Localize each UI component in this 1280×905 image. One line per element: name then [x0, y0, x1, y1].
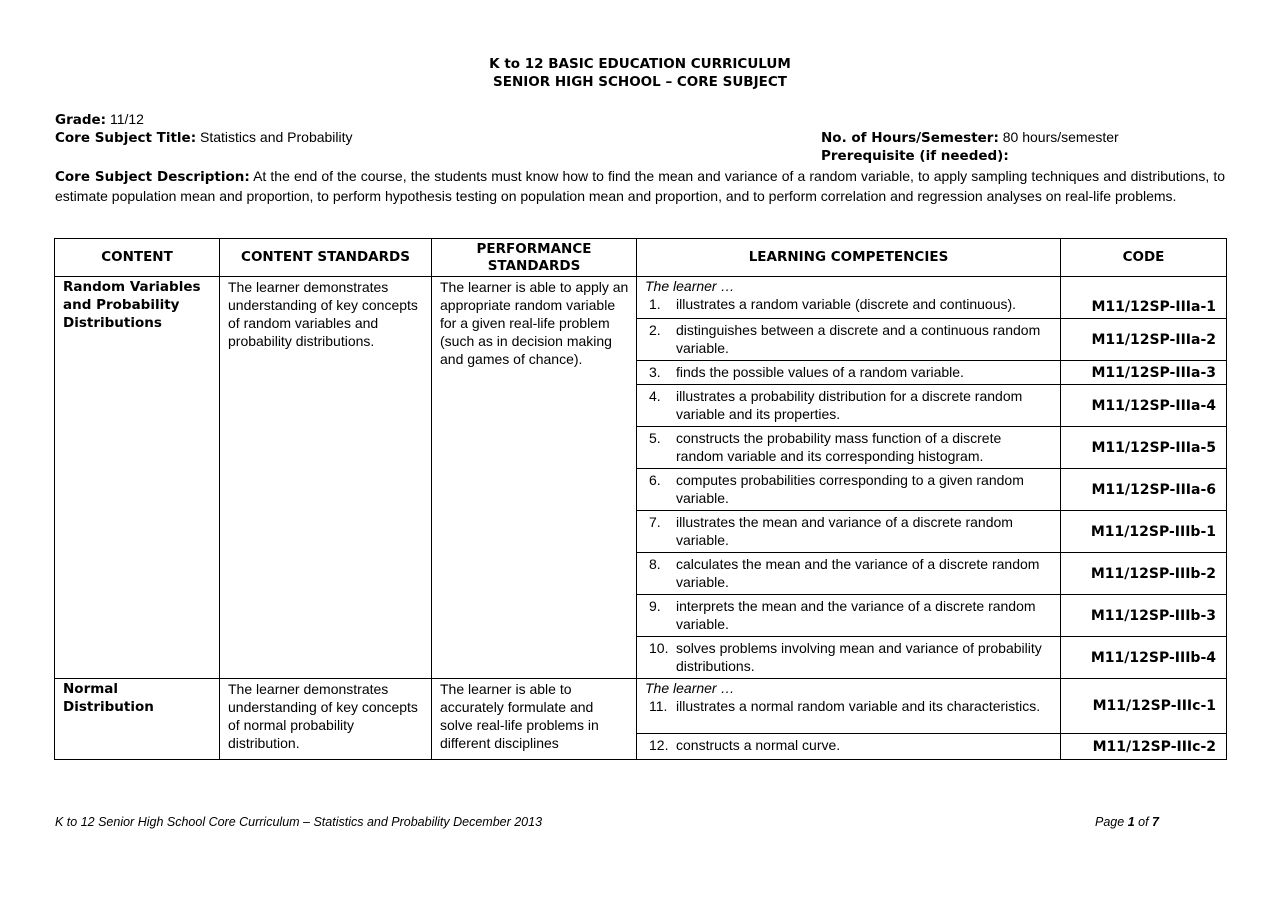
competency-cell: [637, 553, 1061, 595]
page-number: [1095, 815, 1159, 829]
header-code: CODE: [1061, 239, 1227, 277]
description-text: At the end of the course, the students must know how to find the mean and variance of a random variable, to apply sampling techniques and distributions, to estimate population mean and proportion, to perform hypothesis testing on population mean and proportion, and to perform correlation and regression analyses on real-life problems.: [55, 168, 1225, 204]
page-of: of: [1138, 815, 1149, 829]
header-performance-standards: PERFORMANCE STANDARDS: [432, 239, 637, 277]
competency-item: [637, 553, 1060, 593]
curriculum-table: [54, 238, 1227, 760]
code-cell: M11/12SP-IIIa-1: [1061, 277, 1227, 319]
competency-item: [637, 697, 1060, 717]
competency-cell: [637, 469, 1061, 511]
hours-label: No. of Hours/Semester:: [821, 130, 999, 146]
competency-number: 6.: [649, 472, 661, 488]
performance-standard-cell: [432, 679, 637, 760]
competency-item: [637, 427, 1060, 467]
code-cell: M11/12SP-IIIa-2: [1061, 319, 1227, 361]
competency-number: 2.: [649, 322, 661, 338]
subject-title-label: Core Subject Title:: [55, 130, 197, 146]
header-content-standards: CONTENT STANDARDS: [220, 239, 432, 277]
hours-row: [821, 128, 1119, 147]
competency-cell: [637, 427, 1061, 469]
page-current: 1: [1127, 815, 1135, 829]
header-learning-competencies: LEARNING COMPETENCIES: [637, 239, 1061, 277]
competency-item: [637, 361, 1060, 383]
competency-item: [637, 319, 1060, 359]
content-title: Random Variables and Probability Distributions: [63, 279, 201, 331]
competency-text: interprets the mean and the variance of a discrete random variable.: [676, 598, 1036, 632]
competency-item: [637, 469, 1060, 509]
code-cell: M11/12SP-IIIb-1: [1061, 511, 1227, 553]
competency-text: illustrates a random variable (discrete and continuous).: [676, 296, 1017, 312]
competency-number: 9.: [649, 598, 661, 614]
content-standard-text: The learner demonstrates understanding of key concepts of random variables and probability distributions.: [228, 279, 418, 349]
competency-text: illustrates a normal random variable and its characteristics.: [676, 698, 1041, 714]
code-cell: M11/12SP-IIIc-2: [1061, 734, 1227, 760]
content-title: Normal Distribution: [63, 681, 154, 715]
subject-title-row: [55, 128, 353, 147]
code-cell: M11/12SP-IIIa-6: [1061, 469, 1227, 511]
performance-standard-text: The learner is able to apply an appropriate random variable for a given real-life problem (such as in decision making and games of chance).: [440, 279, 629, 367]
grade-value: 11/12: [109, 111, 144, 127]
content-standard-cell: [220, 679, 432, 760]
competency-number: 7.: [649, 514, 661, 530]
code-cell: M11/12SP-IIIa-5: [1061, 427, 1227, 469]
competency-text: illustrates a probability distribution for a discrete random variable and its properties.: [676, 388, 1023, 422]
description-label: Core Subject Description:: [55, 169, 250, 185]
content-standard-cell: [220, 277, 432, 679]
performance-standard-text: The learner is able to accurately formulate and solve real-life problems in different disciplines: [440, 681, 599, 751]
competency-number: 11.: [649, 698, 668, 714]
table-row: [55, 679, 1227, 734]
competency-number: 10.: [649, 640, 669, 656]
footer-text: K to 12 Senior High School Core Curriculum – Statistics and Probability December 2013: [55, 815, 543, 829]
competency-item: [637, 385, 1060, 425]
code-cell: M11/12SP-IIIa-3: [1061, 361, 1227, 385]
competency-cell: [637, 637, 1061, 679]
competency-item: [637, 295, 1060, 315]
header-content: CONTENT: [55, 239, 220, 277]
performance-standard-cell: [432, 277, 637, 679]
competency-text: computes probabilities corresponding to a given random variable.: [676, 472, 1024, 506]
competency-cell: [637, 361, 1061, 385]
learner-intro: The learner …: [645, 278, 735, 294]
competency-cell: [637, 319, 1061, 361]
content-cell: [55, 277, 220, 679]
learner-intro: The learner …: [645, 680, 735, 696]
competency-text: constructs the probability mass function of a discrete random variable and its corresponding histogram.: [676, 430, 1002, 464]
prerequisite-label: Prerequisite (if needed):: [821, 148, 1009, 164]
competency-number: 1.: [649, 296, 661, 312]
code-cell: M11/12SP-IIIb-2: [1061, 553, 1227, 595]
competency-cell: [637, 679, 1061, 734]
competency-number: 5.: [649, 430, 661, 446]
competency-text: illustrates the mean and variance of a discrete random variable.: [676, 514, 1013, 548]
competency-text: constructs a normal curve.: [676, 737, 841, 753]
subject-description: [55, 167, 1225, 205]
competency-cell: [637, 277, 1061, 319]
competency-number: 8.: [649, 556, 661, 572]
hours-value: 80 hours/semester: [1002, 129, 1119, 145]
grade-label: Grade:: [55, 112, 107, 128]
table-header-row: [55, 239, 1227, 277]
competency-text: calculates the mean and the variance of a discrete random variable.: [676, 556, 1040, 590]
competency-cell: [637, 734, 1061, 760]
code-cell: M11/12SP-IIIb-3: [1061, 595, 1227, 637]
competency-cell: [637, 385, 1061, 427]
competency-cell: [637, 595, 1061, 637]
content-cell: [55, 679, 220, 760]
subject-title-value: Statistics and Probability: [200, 129, 353, 145]
competency-number: 12.: [649, 737, 669, 753]
doc-title-line1: K to 12 BASIC EDUCATION CURRICULUM: [489, 56, 791, 72]
competency-text: finds the possible values of a random variable.: [676, 364, 964, 380]
page-prefix: Page: [1095, 815, 1125, 829]
code-cell: M11/12SP-IIIa-4: [1061, 385, 1227, 427]
code-cell: M11/12SP-IIIb-4: [1061, 637, 1227, 679]
competency-item: [637, 511, 1060, 551]
doc-title-line2: SENIOR HIGH SCHOOL – CORE SUBJECT: [493, 74, 787, 90]
competency-item: [637, 734, 1060, 756]
competency-text: distinguishes between a discrete and a continuous random variable.: [676, 322, 1041, 356]
content-standard-text: The learner demonstrates understanding of key concepts of normal probability distribution.: [228, 681, 418, 751]
competency-text: solves problems involving mean and variance of probability distributions.: [676, 640, 1042, 674]
competency-cell: [637, 511, 1061, 553]
competency-number: 4.: [649, 388, 661, 404]
grade-row: [55, 110, 144, 129]
competency-item: [637, 595, 1060, 635]
competency-number: 3.: [649, 364, 661, 380]
competency-item: [637, 637, 1060, 677]
page-total: 7: [1152, 815, 1159, 829]
code-cell: M11/12SP-IIIc-1: [1061, 679, 1227, 734]
table-row: [55, 277, 1227, 319]
